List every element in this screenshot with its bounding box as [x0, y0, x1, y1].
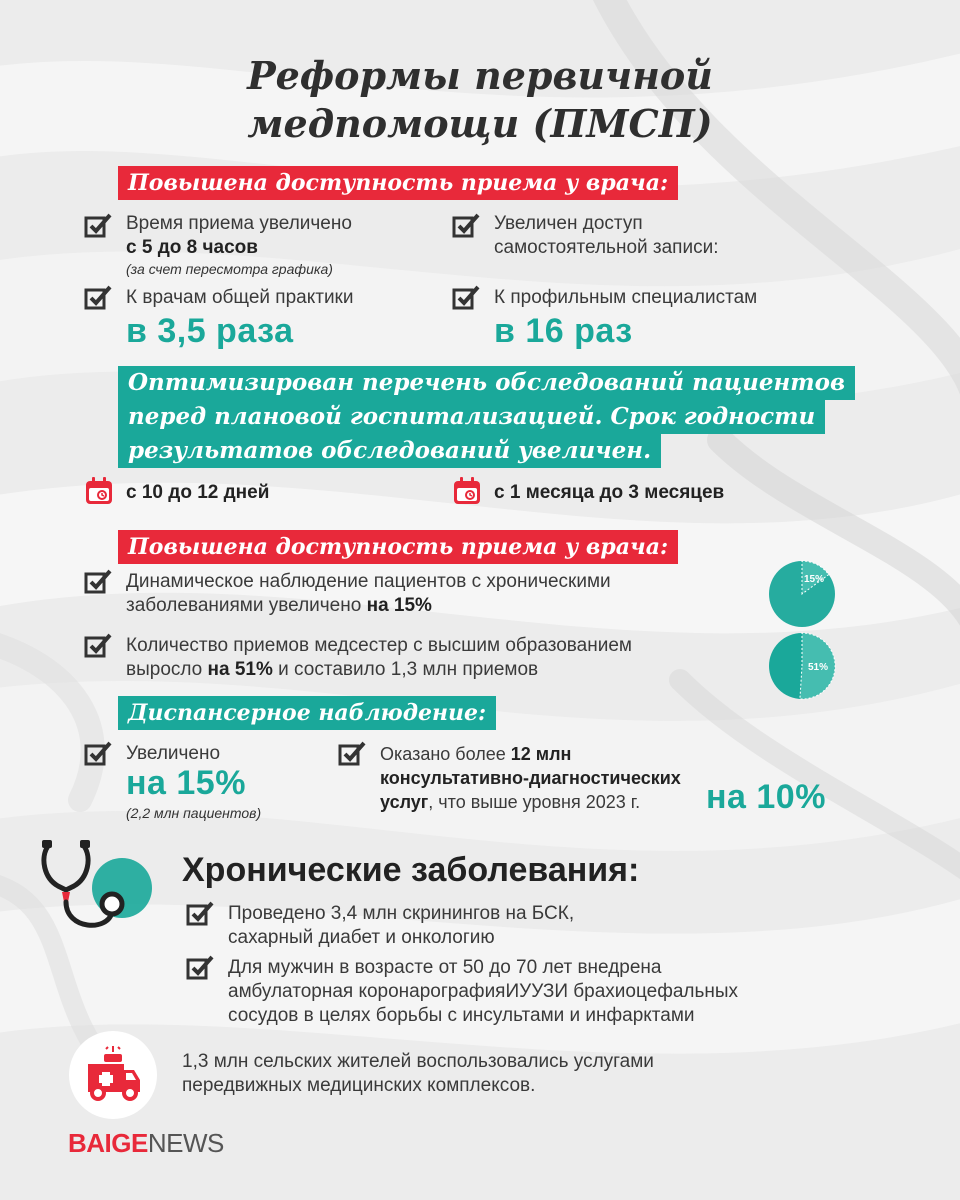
section4-item2-line3-bold: услуг	[380, 792, 429, 812]
section2-banner-line2: перед плановой госпитализацией. Срок годности	[118, 400, 825, 434]
section5-item2-line1: Для мужчин в возрасте от 50 до 70 лет внедрена	[228, 957, 662, 978]
section5-item2	[228, 956, 738, 1028]
pie-51-label: 51%	[807, 662, 829, 673]
title-line-1: Реформы первичной	[247, 53, 713, 98]
section4-item2-line3-post: , что выше уровня 2023 г.	[428, 792, 641, 812]
checkbox-checked-icon	[186, 900, 214, 928]
section3-banner-text: Повышена доступность приема у врача:	[118, 530, 678, 564]
section2-banner-line1: Оптимизирован перечень обследований пациентов	[118, 366, 855, 400]
stethoscope-icon	[38, 838, 154, 938]
section1-item2-line2: самостоятельной записи:	[494, 237, 719, 258]
section4-item2-line1-pre: Оказано более	[380, 744, 511, 764]
baigenews-logo	[68, 1128, 224, 1159]
section2-banner-line3: результатов обследований увеличен.	[118, 434, 661, 468]
title-line-2: медпомощи (ПМСП)	[247, 101, 713, 146]
section5-item1-line1: Проведено 3,4 млн скринингов на БСК,	[228, 903, 575, 924]
section5-item2-line3: сосудов в целях борьбы с инсультами и инфарктами	[228, 1005, 695, 1026]
section3-item1	[126, 570, 611, 618]
section4-item1-note: (2,2 млн пациентов)	[126, 805, 262, 821]
section1-item1	[126, 212, 352, 278]
checkbox-checked-icon	[84, 740, 112, 768]
section1-item3-label: К врачам общей практики	[126, 287, 354, 308]
section5-rural	[182, 1050, 654, 1098]
section5-heading: Хронические заболевания:	[182, 851, 640, 889]
calendar-icon	[84, 476, 114, 506]
section3-item2	[126, 634, 632, 682]
section1-item1-bold: с 5 до 8 часов	[126, 237, 258, 258]
section1-item2	[494, 212, 718, 260]
calendar-icon	[452, 476, 482, 506]
section2-date2: с 1 месяца до 3 месяцев	[494, 482, 725, 503]
checkbox-checked-icon	[84, 632, 112, 660]
section3-item2-line1: Количество приемов медсестер с высшим образованием	[126, 635, 632, 656]
section5-item1	[228, 902, 574, 950]
logo-part2: NEWS	[147, 1128, 224, 1158]
checkbox-checked-icon	[452, 212, 480, 240]
checkbox-checked-icon	[452, 284, 480, 312]
section3-banner	[118, 530, 678, 564]
pie-15-label: 15%	[803, 574, 825, 585]
section4-item1-line1: Увеличено	[126, 743, 221, 764]
section4-item2	[380, 742, 681, 814]
section3-item2-line2-pre: выросло	[126, 659, 208, 680]
section1-item1-line1: Время приема увеличено	[126, 213, 352, 234]
section3-item2-line2-post: и составило 1,3 млн приемов	[272, 659, 539, 680]
section5-rural-line2: передвижных медицинских комплексов.	[182, 1075, 536, 1096]
section4-item2-line1-bold: 12 млн	[510, 744, 572, 764]
section3-item2-bold: на 51%	[207, 659, 273, 680]
section1-item4-value: в 16 раз	[494, 312, 633, 350]
pie-chart-51	[768, 632, 836, 700]
section1-banner	[118, 166, 678, 200]
checkbox-checked-icon	[338, 740, 366, 768]
section4-banner	[118, 696, 496, 730]
section4-item1-value: на 15%	[126, 764, 246, 802]
checkbox-checked-icon	[84, 212, 112, 240]
section3-item1-line1: Динамическое наблюдение пациентов с хроническими	[126, 571, 611, 592]
section2-banner	[118, 366, 855, 468]
page-title	[180, 52, 780, 148]
section3-item1-line2: заболеваниями увеличено	[126, 595, 367, 616]
section1-item3-value: в 3,5 раза	[126, 312, 294, 350]
section5-item2-line2: амбулаторная коронарографияИУУЗИ брахиоцефальных	[228, 981, 739, 1002]
ambulance-icon	[68, 1030, 158, 1120]
section1-item4-label: К профильным специалистам	[494, 287, 758, 308]
section1-banner-text: Повышена доступность приема у врача:	[118, 166, 678, 200]
section4-item2-line2-bold: консультативно-диагностических	[380, 768, 681, 788]
checkbox-checked-icon	[84, 284, 112, 312]
checkbox-checked-icon	[84, 568, 112, 596]
section4-item2-value: на 10%	[706, 778, 826, 816]
checkbox-checked-icon	[186, 954, 214, 982]
section3-item1-bold: на 15%	[366, 595, 432, 616]
section5-rural-line1: 1,3 млн сельских жителей воспользовались услугами	[182, 1051, 654, 1072]
section1-item1-note: (за счет пересмотра графика)	[126, 261, 333, 277]
section2-date1: с 10 до 12 дней	[126, 482, 270, 503]
pie-chart-15	[768, 560, 836, 628]
section5-item1-line2: сахарный диабет и онкологию	[228, 927, 495, 948]
section1-item2-line1: Увеличен доступ	[494, 213, 643, 234]
logo-part1: BAIGE	[68, 1128, 148, 1158]
section4-banner-text: Диспансерное наблюдение:	[118, 696, 496, 730]
